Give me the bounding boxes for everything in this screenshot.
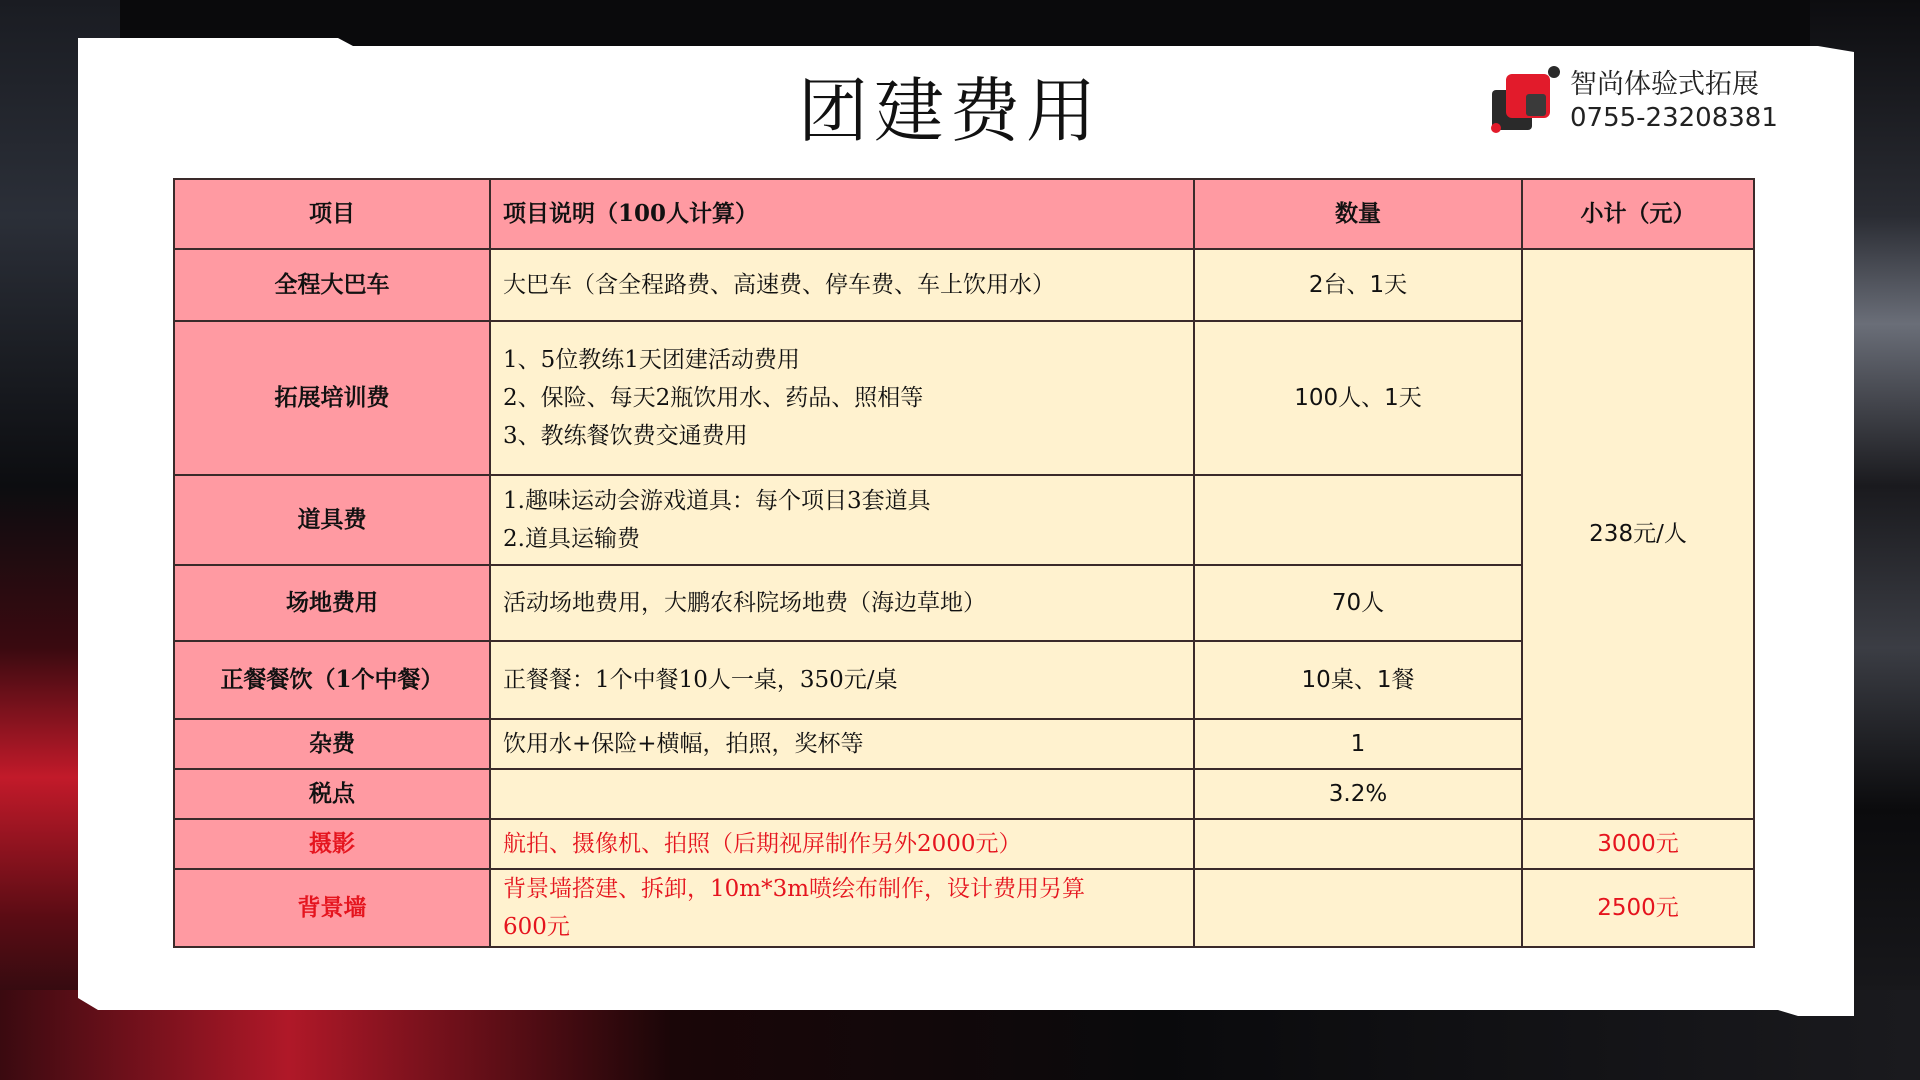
header-item: 项目 [174, 179, 490, 249]
row-description [490, 769, 1194, 819]
row-item: 背景墙 [174, 869, 490, 947]
row-description: 1.趣味运动会游戏道具：每个项目3套道具 2.道具运输费 [490, 475, 1194, 565]
row-description: 1、5位教练1天团建活动费用 2、保险、每天2瓶饮用水、药品、照相等 3、教练餐饮费交通费用 [490, 321, 1194, 475]
brand-logo-icon [1490, 64, 1564, 136]
table-row [174, 321, 1754, 475]
table-row [174, 719, 1754, 769]
merged-subtotal: 238元/人 [1522, 249, 1754, 819]
row-quantity: 3.2% [1194, 769, 1522, 819]
row-subtotal: 2500元 [1522, 869, 1754, 947]
table-row [174, 249, 1754, 321]
row-item: 场地费用 [174, 565, 490, 641]
row-item: 杂费 [174, 719, 490, 769]
row-quantity: 70人 [1194, 565, 1522, 641]
brand-name: 智尚体验式拓展 [1570, 69, 1759, 100]
row-description: 活动场地费用，大鹏农科院场地费（海边草地） [490, 565, 1194, 641]
row-quantity [1194, 819, 1522, 869]
table-row [174, 769, 1754, 819]
slide-title: 团建费用 [798, 70, 1102, 152]
cost-table [173, 178, 1755, 948]
header-description: 项目说明（100人计算） [490, 179, 1194, 249]
table-row [174, 869, 1754, 947]
row-item: 税点 [174, 769, 490, 819]
row-item: 全程大巴车 [174, 249, 490, 321]
row-item: 正餐餐饮（1个中餐） [174, 641, 490, 719]
row-quantity [1194, 475, 1522, 565]
row-item: 摄影 [174, 819, 490, 869]
brand-phone: 0755-23208381 [1570, 103, 1778, 133]
table-row [174, 565, 1754, 641]
table-row [174, 641, 1754, 719]
table-header-row [174, 179, 1754, 249]
row-quantity [1194, 869, 1522, 947]
row-quantity: 1 [1194, 719, 1522, 769]
row-description: 正餐餐：1个中餐10人一桌，350元/桌 [490, 641, 1194, 719]
header-subtotal: 小计（元） [1522, 179, 1754, 249]
row-description: 航拍、摄像机、拍照（后期视屏制作另外2000元） [490, 819, 1194, 869]
table-row [174, 475, 1754, 565]
row-quantity: 100人、1天 [1194, 321, 1522, 475]
row-description: 背景墙搭建、拆卸，10m*3m喷绘布制作，设计费用另算 600元 [490, 869, 1194, 947]
row-item: 道具费 [174, 475, 490, 565]
row-item: 拓展培训费 [174, 321, 490, 475]
row-description: 饮用水+保险+横幅，拍照，奖杯等 [490, 719, 1194, 769]
table-row [174, 819, 1754, 869]
row-quantity: 10桌、1餐 [1194, 641, 1522, 719]
header-quantity: 数量 [1194, 179, 1522, 249]
row-description: 大巴车（含全程路费、高速费、停车费、车上饮用水） [490, 249, 1194, 321]
row-quantity: 2台、1天 [1194, 249, 1522, 321]
row-subtotal: 3000元 [1522, 819, 1754, 869]
